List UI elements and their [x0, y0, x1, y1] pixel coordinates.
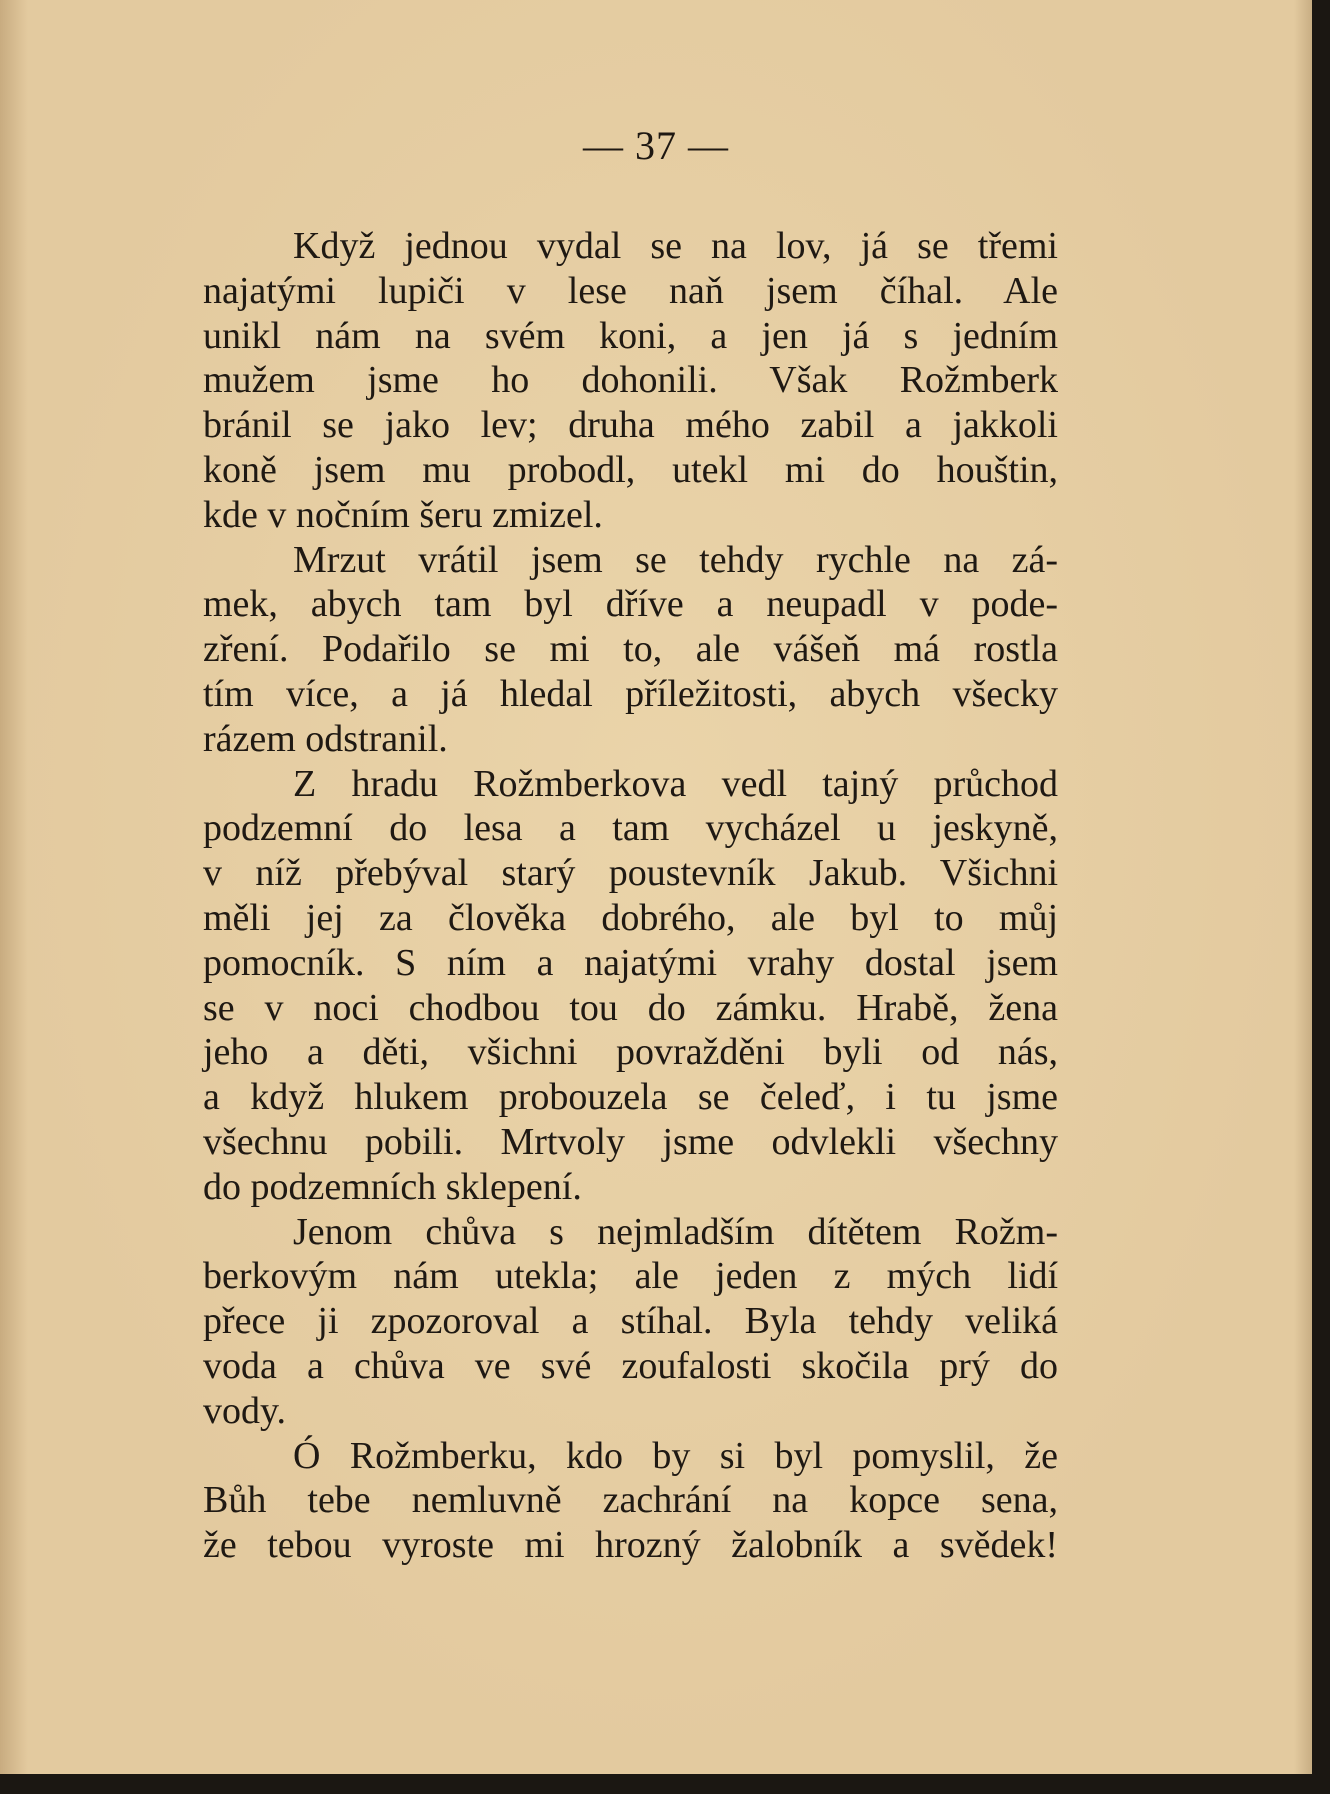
text-line: Když jednou vydal se na lov, já se třemi: [293, 225, 1058, 267]
text-line: Z hradu Rožmberkova vedl tajný průchod: [293, 762, 1058, 805]
text-line: měli jej za člověka dobrého, ale byl to můj: [203, 896, 1058, 939]
text-line: kde v nočním šeru zmizel.: [203, 493, 603, 536]
text-line: tím více, a já hledal příležitosti, abych všecky: [203, 672, 1058, 715]
paragraph-3: [203, 762, 1058, 1210]
body-text: [203, 224, 1058, 1568]
text-line: Mrzut vrátil jsem se tehdy rychle na zá-: [293, 538, 1058, 581]
text-line: všechnu pobili. Mrtvoly jsme odvlekli všechny: [203, 1120, 1058, 1163]
page-number: — 37 —: [583, 123, 729, 168]
text-line: že tebou vyroste mi hrozný žalobník a svědek!: [203, 1524, 1058, 1567]
text-line: jeho a děti, všichni povražděni byli od nás,: [203, 1031, 1058, 1074]
text-line: Ó Rožmberku, kdo by si byl pomyslil, že: [293, 1434, 1058, 1477]
text-line: mek, abych tam byl dříve a neupadl v pode-: [203, 583, 1058, 626]
text-line: vody.: [203, 1389, 287, 1432]
paragraph-5: [203, 1434, 1058, 1568]
text-line: Jenom chůva s nejmladším dítětem Rožm-: [293, 1210, 1058, 1253]
text-line: přece ji zpozoroval a stíhal. Byla tehdy veliká: [203, 1300, 1058, 1343]
text-line: rázem odstranil.: [203, 717, 448, 760]
text-line: zření. Podařilo se mi to, ale vášeň má rostla: [203, 628, 1058, 671]
paragraph-2: [203, 538, 1058, 762]
text-line: a když hlukem probouzela se čeleď, i tu jsme: [203, 1076, 1058, 1119]
text-line: se v noci chodbou tou do zámku. Hrabě, žena: [203, 986, 1058, 1029]
text-line: Bůh tebe nemluvně zachrání na kopce sena,: [203, 1479, 1058, 1522]
text-line: najatými lupiči v lese naň jsem číhal. Ale: [203, 269, 1058, 312]
text-line: v níž přebýval starý poustevník Jakub. Všichni: [203, 852, 1058, 895]
text-line: mužem jsme ho dohonili. Však Rožmberk: [203, 359, 1058, 402]
paragraph-4: [203, 1210, 1058, 1434]
text-line: koně jsem mu probodl, utekl mi do houštin,: [203, 448, 1058, 491]
text-line: berkovým nám utekla; ale jeden z mých lidí: [203, 1255, 1058, 1298]
text-line: podzemní do lesa a tam vycházel u jeskyně,: [203, 807, 1058, 850]
text-line: do podzemních sklepení.: [203, 1165, 582, 1208]
text-line: pomocník. S ním a najatými vrahy dostal jsem: [203, 941, 1058, 984]
text-line: unikl nám na svém koni, a jen já s jedním: [203, 314, 1058, 357]
text-line: voda a chůva ve své zoufalosti skočila prý do: [203, 1344, 1058, 1387]
text-line: bránil se jako lev; druha mého zabil a jakkoli: [203, 404, 1058, 447]
paragraph-1: [203, 224, 1058, 538]
